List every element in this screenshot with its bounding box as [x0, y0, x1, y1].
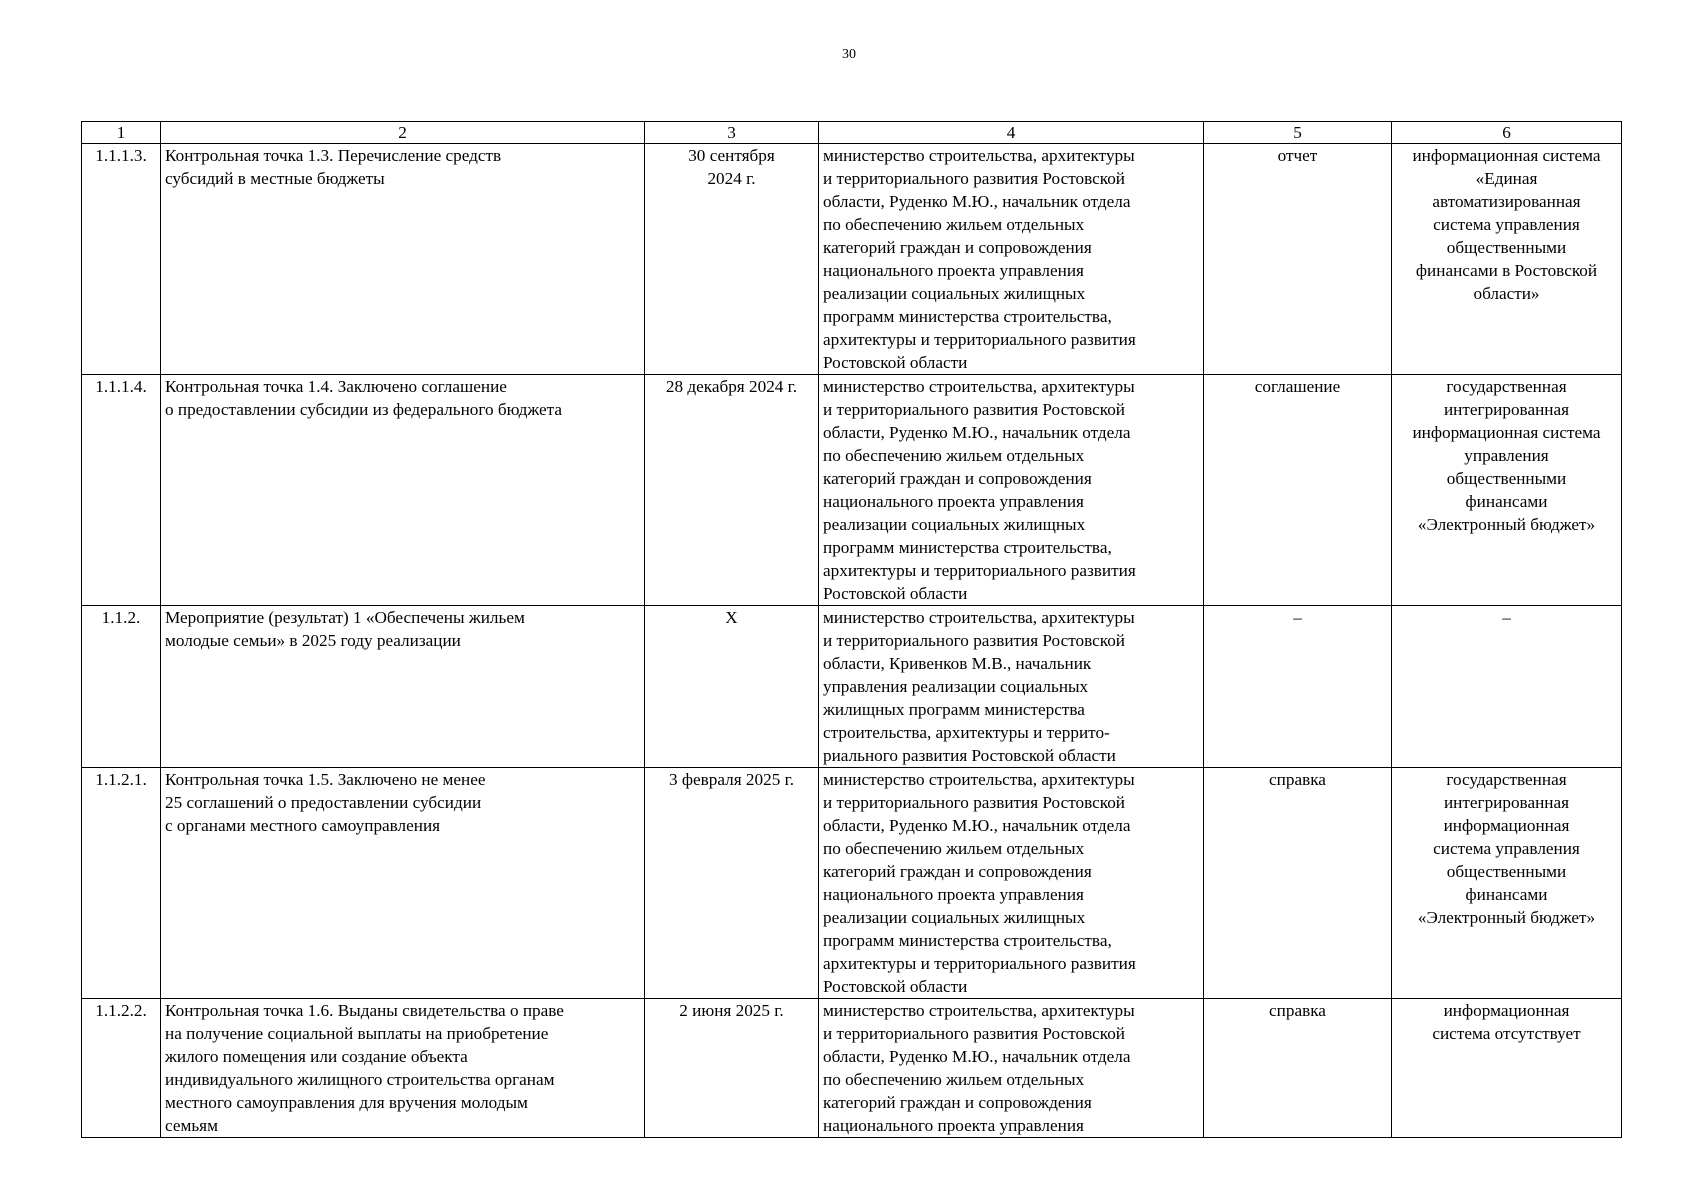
row-responsible	[819, 999, 1204, 1138]
text-line: 30 сентября	[688, 146, 775, 165]
table-row	[82, 144, 1622, 375]
text-line: управления реализации социальных	[823, 677, 1089, 696]
text-line: министерство строительства, архитектуры	[823, 1001, 1135, 1020]
text-line: области, Руденко М.Ю., начальник отдела	[823, 1047, 1131, 1066]
text-line: «Электронный бюджет»	[1417, 515, 1596, 534]
text-line: по обеспечению жильем отдельных	[823, 839, 1085, 858]
text-line: риального развития Ростовской области	[823, 746, 1116, 765]
text-line: интегрированная	[1443, 400, 1569, 419]
text-line: и территориального развития Ростовской	[823, 169, 1125, 188]
row-document	[1204, 768, 1392, 999]
row-date	[645, 999, 819, 1138]
text-line: –	[1293, 608, 1302, 627]
text-line: области»	[1473, 284, 1540, 303]
row-name	[161, 768, 645, 999]
text-line: система управления	[1433, 839, 1580, 858]
text-line: Контрольная точка 1.5. Заключено не менее	[165, 770, 486, 789]
row-name	[161, 999, 645, 1138]
text-line: отчет	[1277, 146, 1318, 165]
text-line: справка	[1269, 770, 1326, 789]
text-line: области, Руденко М.Ю., начальник отдела	[823, 816, 1131, 835]
row-system	[1392, 768, 1622, 999]
row-system	[1392, 999, 1622, 1138]
row-number: 1.1.2.2.	[82, 999, 161, 1138]
text-line: министерство строительства, архитектуры	[823, 146, 1135, 165]
text-line: субсидий в местные бюджеты	[165, 169, 385, 188]
text-line: программ министерства строительства,	[823, 307, 1112, 326]
text-line: и территориального развития Ростовской	[823, 793, 1125, 812]
header-col-1: 1	[82, 122, 161, 144]
text-line: национального проекта управления	[823, 885, 1084, 904]
text-line: на получение социальной выплаты на приобретение	[165, 1024, 549, 1043]
text-line: молодые семьи» в 2025 году реализации	[165, 631, 461, 650]
text-line: Ростовской области	[823, 584, 968, 603]
text-line: –	[1502, 608, 1511, 627]
text-line: национального проекта управления	[823, 492, 1084, 511]
text-line: Контрольная точка 1.3. Перечисление средств	[165, 146, 502, 165]
row-responsible	[819, 606, 1204, 768]
text-line: жилого помещения или создание объекта	[165, 1047, 468, 1066]
row-document	[1204, 144, 1392, 375]
text-line: 25 соглашений о предоставлении субсидии	[165, 793, 482, 812]
text-line: семьям	[165, 1116, 218, 1135]
text-line: государственная	[1446, 770, 1567, 789]
row-system	[1392, 606, 1622, 768]
text-line: с органами местного самоуправления	[165, 816, 441, 835]
text-line: справка	[1269, 1001, 1326, 1020]
text-line: Х	[725, 608, 738, 627]
text-line: министерство строительства, архитектуры	[823, 608, 1135, 627]
header-col-5: 5	[1204, 122, 1392, 144]
text-line: управления	[1464, 446, 1549, 465]
row-document	[1204, 375, 1392, 606]
page-number: 30	[842, 47, 856, 62]
text-line: Мероприятие (результат) 1 «Обеспечены жильем	[165, 608, 525, 627]
text-line: общественными	[1446, 862, 1567, 881]
text-line: Контрольная точка 1.4. Заключено соглашение	[165, 377, 507, 396]
text-line: министерство строительства, архитектуры	[823, 770, 1135, 789]
text-line: национального проекта управления	[823, 1116, 1084, 1135]
text-line: и территориального развития Ростовской	[823, 400, 1125, 419]
text-line: «Единая	[1475, 169, 1538, 188]
row-number: 1.1.1.3.	[82, 144, 161, 375]
text-line: местного самоуправления для вручения молодым	[165, 1093, 528, 1112]
text-line: и территориального развития Ростовской	[823, 631, 1125, 650]
table-row	[82, 606, 1622, 768]
text-line: финансами	[1465, 492, 1548, 511]
text-line: 2024 г.	[707, 169, 756, 188]
row-date	[645, 768, 819, 999]
table-row	[82, 768, 1622, 999]
text-line: система управления	[1433, 215, 1580, 234]
text-line: о предоставлении субсидии из федерального бюджета	[165, 400, 562, 419]
text-line: 2 июня 2025 г.	[679, 1001, 784, 1020]
text-line: «Электронный бюджет»	[1417, 908, 1596, 927]
row-date	[645, 606, 819, 768]
text-line: строительства, архитектуры и террито-	[823, 723, 1110, 742]
row-date	[645, 144, 819, 375]
row-document	[1204, 999, 1392, 1138]
row-responsible	[819, 768, 1204, 999]
text-line: архитектуры и территориального развития	[823, 561, 1136, 580]
text-line: по обеспечению жильем отдельных	[823, 215, 1085, 234]
text-line: категорий граждан и сопровождения	[823, 1093, 1092, 1112]
text-line: программ министерства строительства,	[823, 931, 1112, 950]
text-line: жилищных программ министерства	[823, 700, 1085, 719]
row-name	[161, 606, 645, 768]
row-name	[161, 375, 645, 606]
text-line: Ростовской области	[823, 977, 968, 996]
text-line: 3 февраля 2025 г.	[668, 770, 794, 789]
text-line: области, Кривенков М.В., начальник	[823, 654, 1092, 673]
text-line: общественными	[1446, 469, 1567, 488]
row-responsible	[819, 375, 1204, 606]
row-date	[645, 375, 819, 606]
text-line: архитектуры и территориального развития	[823, 954, 1136, 973]
text-line: реализации социальных жилищных	[823, 284, 1086, 303]
text-line: категорий граждан и сопровождения	[823, 469, 1092, 488]
text-line: Контрольная точка 1.6. Выданы свидетельства о праве	[165, 1001, 564, 1020]
row-number: 1.1.2.	[82, 606, 161, 768]
text-line: автоматизированная	[1432, 192, 1581, 211]
text-line: программ министерства строительства,	[823, 538, 1112, 557]
text-line: по обеспечению жильем отдельных	[823, 1070, 1085, 1089]
row-number: 1.1.1.4.	[82, 375, 161, 606]
text-line: министерство строительства, архитектуры	[823, 377, 1135, 396]
text-line: категорий граждан и сопровождения	[823, 862, 1092, 881]
text-line: области, Руденко М.Ю., начальник отдела	[823, 192, 1131, 211]
text-line: по обеспечению жильем отдельных	[823, 446, 1085, 465]
row-name	[161, 144, 645, 375]
header-row	[82, 122, 1622, 144]
text-line: интегрированная	[1443, 793, 1569, 812]
row-document	[1204, 606, 1392, 768]
table-row	[82, 375, 1622, 606]
text-line: информационная	[1443, 816, 1570, 835]
row-number: 1.1.2.1.	[82, 768, 161, 999]
text-line: общественными	[1446, 238, 1567, 257]
plan-table	[81, 121, 1622, 1138]
table-row	[82, 999, 1622, 1138]
text-line: категорий граждан и сопровождения	[823, 238, 1092, 257]
text-line: система отсутствует	[1432, 1024, 1581, 1043]
text-line: финансами	[1465, 885, 1548, 904]
text-line: Ростовской области	[823, 353, 968, 372]
header-col-4: 4	[819, 122, 1204, 144]
text-line: архитектуры и территориального развития	[823, 330, 1136, 349]
text-line: 28 декабря 2024 г.	[665, 377, 798, 396]
text-line: соглашение	[1254, 377, 1341, 396]
row-responsible	[819, 144, 1204, 375]
header-col-6: 6	[1392, 122, 1622, 144]
text-line: области, Руденко М.Ю., начальник отдела	[823, 423, 1131, 442]
header-col-2: 2	[161, 122, 645, 144]
row-system	[1392, 144, 1622, 375]
text-line: государственная	[1446, 377, 1567, 396]
text-line: реализации социальных жилищных	[823, 515, 1086, 534]
text-line: национального проекта управления	[823, 261, 1084, 280]
row-system	[1392, 375, 1622, 606]
text-line: реализации социальных жилищных	[823, 908, 1086, 927]
text-line: финансами в Ростовской	[1415, 261, 1598, 280]
text-line: индивидуального жилищного строительства органам	[165, 1070, 555, 1089]
header-col-3: 3	[645, 122, 819, 144]
text-line: информационная система	[1412, 423, 1601, 442]
text-line: информационная	[1443, 1001, 1570, 1020]
text-line: и территориального развития Ростовской	[823, 1024, 1125, 1043]
text-line: информационная система	[1412, 146, 1601, 165]
